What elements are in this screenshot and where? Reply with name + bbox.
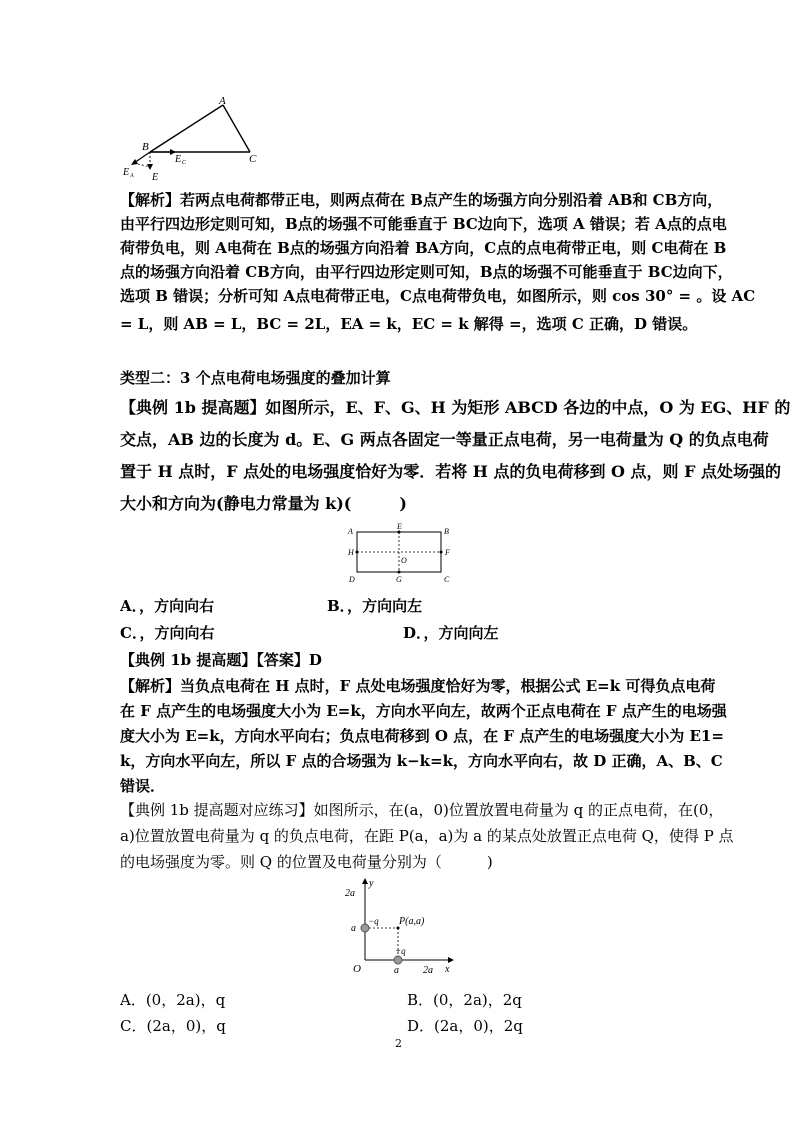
point-h [356,551,359,554]
example-2-line: a)位置放置电荷量为 q 的负点电荷，在距 P(a，a)为 a 的某点处放置正点电荷 Q，使得 P 点 [120,827,734,845]
positive-charge [394,956,402,964]
label-a: A [348,527,353,536]
answer-1-line: 【解析】当负点电荷在 H 点时，F 点处电场强度恰好为零，根据公式 E=k 可得负点电荷 [120,677,716,695]
answer-1-line: 在 F 点产生的电场强度大小为 E=k，方向水平向左，故两个正点电荷在 F 点产生的电场强 [120,702,727,720]
label-b: B [444,527,449,536]
option-d: D．，方向向左 [403,624,499,642]
triangle-figure [118,95,268,185]
label-d: D [349,575,355,584]
label-e: E [152,172,159,183]
label-2a-x: 2a [423,965,433,976]
option-b: B．(0，2a)，2q [407,991,522,1009]
answer-1-line: k，方向水平向左，所以 F 点的合场强为 k−k=k，方向水平向右，故 D 正确，A、B、C [120,752,723,770]
label-c: C [249,153,257,165]
label-ea: E [123,167,130,178]
analysis-1-line: = L，则 AB = L，BC = 2L，EA = k，EC = k 解得 =，选项 C 正确，D 错误。 [120,315,698,333]
option-c: C．(2a，0)，q [120,1017,226,1035]
option-c: C．，方向向右 [120,624,215,642]
analysis-1-line: 由平行四边形定则可知，B点的场强不可能垂直于 BC边向下，选项 A 错误；若 A点的点电 [120,215,727,233]
edge-ac [223,105,250,152]
label-a-y: a [351,923,356,934]
label-o: O [401,556,407,565]
example-1-line: 置于 H 点时，F 点处的电场强度恰好为零．若将 H 点的负电荷移到 O 点，则 F 点处场强的 [120,462,782,481]
coordinate-figure [335,872,465,982]
example-1-line: 交点，AB 边的长度为 d。E、G 两点各固定一等量正点电荷，另一电荷量为 Q 的负点电荷 [120,430,769,449]
example-2-line: 【典例 1b 提高题对应练习】如图所示，在(a，0)位置放置电荷量为 q 的正点电荷，在(0， [120,801,724,819]
label-x: x [445,964,450,975]
section-title: 类型二：3 个点电荷电场强度的叠加计算 [120,369,391,387]
rectangle-figure [345,522,460,588]
label-ec: E [175,154,182,165]
edge-ab [150,105,223,152]
label-e: E [397,522,402,531]
answer-1-line: 错误． [120,777,166,795]
point-g [398,571,401,574]
label-f: F [445,548,450,557]
analysis-1-line: 【解析】若两点电荷都带正电，则两点荷在 B点产生的场强方向分别沿着 AB和 CB方向， [120,191,723,209]
y-axis-arrow [362,878,368,884]
example-1-line: 大小和方向为(静电力常量为 k)( ) [120,494,407,513]
label-o: O [353,963,361,975]
label-g: G [396,575,402,584]
label-ec-sub: C [182,160,187,166]
label-y: y [369,878,374,889]
label-p: P(a,a) [399,916,425,927]
label-a: A [219,95,226,107]
point-f [440,551,443,554]
analysis-1-line: 荷带负电，则 A电荷在 B点的场强方向沿着 BA方向，C点的点电荷带正电，则 C电荷在 B [120,239,727,257]
x-axis-arrow [448,957,454,963]
arrowhead-ea [131,159,138,165]
label-c: C [444,575,450,584]
label-2a-y: 2a [345,888,355,899]
option-b: B．，方向向左 [327,597,423,615]
answer-1-line: 度大小为 E=k，方向水平向右；负点电荷移到 O 点，在 F 点产生的电场强度大小为 E1= [120,727,724,745]
example-2-line: 的电场强度为零。则 Q 的位置及电荷量分别为（ ) [120,853,493,871]
example-1-line: 【典例 1b 提高题】如图所示，E、F、G、H 为矩形 ABCD 各边的中点，O 为 EG、HF 的 [120,398,791,417]
label-b: B [142,141,149,153]
analysis-1-line: 选项 B 错误；分析可知 A点电荷带正电，C点电荷带负电，如图所示，则 cos 30° = 。设 AC [120,287,756,305]
answer-header: 【典例 1b 提高题】【答案】D [120,651,322,669]
label-h: H [348,548,354,557]
label-ea-sub: A [130,173,134,179]
page-number: 2 [395,1037,402,1050]
option-d: D．(2a，0)，2q [407,1017,523,1035]
analysis-1-line: 点的场强方向沿着 CB方向，由平行四边形定则可知，B点的场强不可能垂直于 BC边向下， [120,263,733,281]
label-a-x: a [394,965,399,976]
label-pos-q: +q [395,946,406,956]
label-neg-q: −q [368,916,379,926]
option-a: A．(0，2a)，q [120,991,226,1009]
option-a: A．，方向向右 [120,597,215,615]
